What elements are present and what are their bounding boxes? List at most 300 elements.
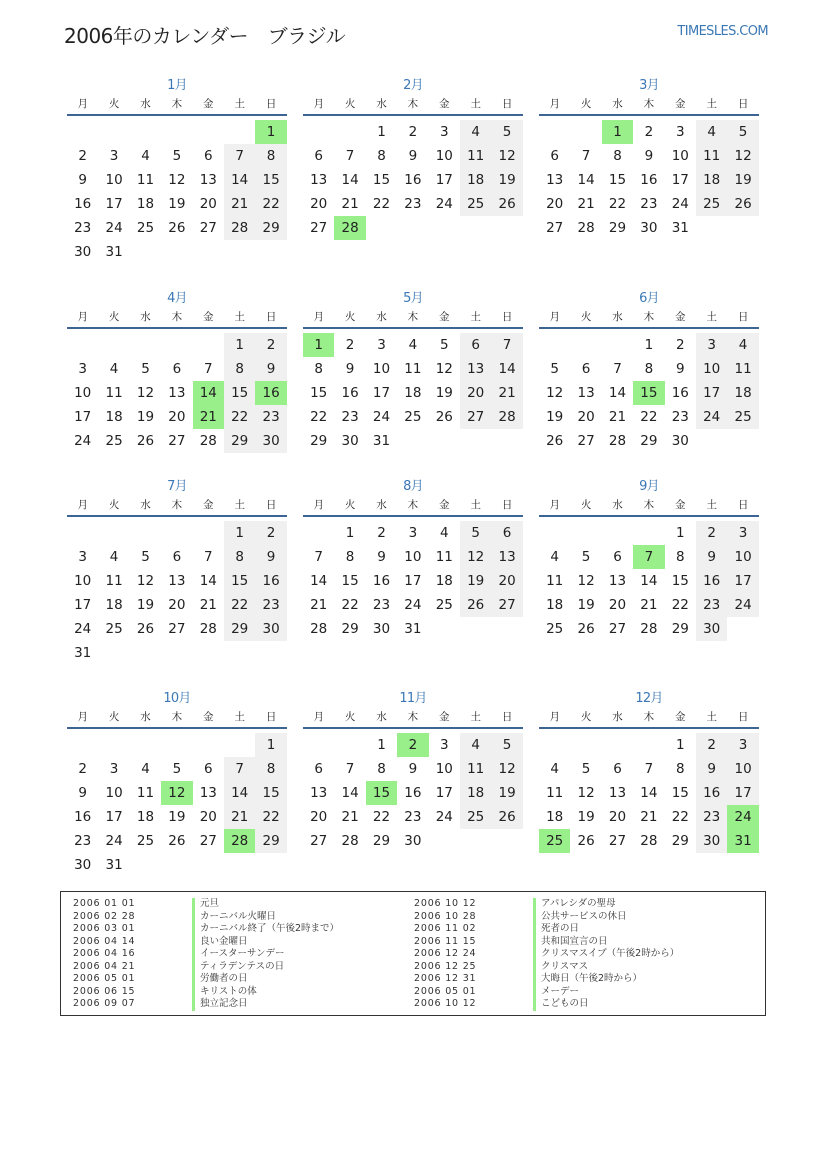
day-cell: 23 [74,833,92,849]
day-cell: 13 [608,573,627,589]
day-cell: 4 [109,361,119,377]
month-divider [539,114,759,116]
day-cell: 11 [105,573,123,589]
day-cell: 29 [224,429,255,453]
weekday-label: 木 [643,311,655,323]
day-cell: 2 [78,761,87,777]
day-cell: 10 [404,549,422,565]
day-cell: 13 [199,785,217,801]
page-title: 2006年のカレンダー ブラジル [64,24,346,48]
day-cell: 3 [408,525,418,541]
day-cell: 1 [675,525,685,541]
day-cell: 24 [74,433,92,449]
day-cell: 19 [577,809,595,825]
day-cell: 16 [696,781,727,805]
day-cell: 25 [136,220,155,236]
day-cell: 9 [255,357,286,381]
day-cell: 22 [341,597,359,613]
day-cell: 28 [608,433,627,449]
day-cell: 18 [460,168,491,192]
month-name: 3月 [639,78,659,93]
weekday-label: 金 [675,711,686,723]
weekday-label: 火 [108,499,120,511]
day-cell: 12 [435,361,453,377]
holiday-date: 2006 05 01 [414,985,477,997]
day-cell: 28 [640,621,658,637]
weekday-label: 水 [376,499,387,511]
day-cell: 12 [491,144,522,168]
day-cell: 28 [224,216,255,240]
day-cell: 10 [727,757,758,781]
day-cell: 9 [644,148,654,164]
month-name: 1月 [167,78,187,93]
day-cell: 26 [460,593,491,617]
day-cell: 23 [671,409,689,425]
day-cell: 11 [546,785,564,801]
day-cell: 23 [255,593,286,617]
day-cell: 2 [696,733,727,757]
day-cell: 4 [408,337,418,353]
day-cell: 27 [199,220,217,236]
weekday-label: 木 [643,98,655,110]
month-5 [303,287,523,487]
weekday-label: 木 [407,311,419,323]
day-cell: 23 [255,405,286,429]
day-cell: 14 [310,573,328,589]
day-cell: 15 [224,569,255,593]
day-cell: 18 [460,781,491,805]
weekday-label: 土 [706,311,717,323]
day-cell: 23 [696,805,727,829]
day-cell: 22 [255,192,286,216]
day-cell: 31 [372,433,391,449]
day-cell: 5 [172,148,182,164]
month-4 [67,287,287,487]
day-cell: 29 [671,833,689,849]
weekday-label: 月 [549,98,560,110]
day-cell: 25 [546,621,564,637]
weekday-label: 月 [313,711,324,723]
day-cell: 27 [546,220,564,236]
day-cell: 16 [640,172,658,188]
day-cell: 6 [460,333,491,357]
month-divider [67,515,287,517]
day-cell: 17 [696,381,727,405]
day-cell: 6 [314,148,323,164]
day-cell: 18 [404,385,422,401]
day-cell: 19 [546,409,564,425]
day-cell: 27 [491,593,522,617]
holiday-date: 2006 12 25 [414,960,477,972]
month-8 [303,475,523,675]
month-divider [539,327,759,329]
day-cell: 3 [439,737,449,753]
day-cell: 15 [224,381,255,405]
month-12 [539,687,759,887]
day-cell: 7 [224,144,255,168]
day-cell: 8 [613,148,622,164]
day-cell: 19 [491,168,522,192]
month-divider [303,515,523,517]
day-cell: 10 [105,172,123,188]
month-divider [303,727,523,729]
day-cell: 25 [460,805,491,829]
day-cell: 5 [491,733,522,757]
day-cell: 14 [224,168,255,192]
weekday-label: 土 [470,499,481,511]
weekday-label: 水 [376,98,387,110]
holiday-day-cell: 1 [303,333,334,357]
day-cell: 3 [109,148,119,164]
weekday-label: 土 [234,711,245,723]
day-cell: 12 [577,573,595,589]
holiday-date: 2006 04 16 [73,948,136,959]
day-cell: 30 [372,621,391,637]
day-cell: 5 [141,549,150,565]
day-cell: 17 [74,597,92,613]
holiday-date: 2006 05 01 [73,973,136,984]
weekday-label: 土 [470,311,481,323]
day-cell: 8 [255,144,286,168]
day-cell: 6 [550,148,559,164]
day-cell: 2 [377,525,386,541]
day-cell: 2 [675,337,685,353]
month-name: 10月 [163,691,191,706]
weekday-label: 金 [439,499,450,511]
day-cell: 3 [109,761,119,777]
day-cell: 14 [640,573,658,589]
weekday-label: 月 [77,311,88,323]
day-cell: 20 [460,381,491,405]
day-cell: 10 [105,785,123,801]
month-10 [67,687,287,887]
day-cell: 10 [74,573,92,589]
weekday-label: 日 [265,98,277,110]
day-cell: 16 [404,785,422,801]
day-cell: 15 [255,781,286,805]
day-cell: 1 [675,737,685,753]
weekday-label: 土 [706,711,717,723]
day-cell: 17 [105,196,123,212]
day-cell: 9 [78,785,87,801]
weekday-label: 火 [108,711,120,723]
holiday-date: 2006 10 28 [414,910,477,922]
day-cell: 3 [439,124,449,140]
holiday-name: メーデー [533,986,579,999]
month-name: 4月 [167,291,187,306]
day-cell: 25 [696,192,727,216]
day-cell: 24 [105,833,123,849]
day-cell: 23 [696,593,727,617]
day-cell: 8 [377,761,386,777]
day-cell: 8 [377,148,386,164]
day-cell: 25 [727,405,758,429]
weekday-label: 月 [313,311,324,323]
day-cell: 24 [74,621,92,637]
day-cell: 30 [640,220,658,236]
weekday-label: 火 [344,311,356,323]
weekday-label: 土 [234,311,245,323]
weekday-label: 土 [470,711,481,723]
weekday-label: 日 [501,499,513,511]
day-cell: 15 [608,172,627,188]
weekday-label: 火 [580,499,592,511]
day-cell: 20 [546,196,564,212]
day-cell: 6 [491,521,522,545]
day-cell: 30 [74,857,92,873]
day-cell: 7 [345,761,355,777]
day-cell: 1 [644,337,654,353]
weekday-label: 月 [549,311,560,323]
day-cell: 20 [608,809,627,825]
weekday-label: 火 [108,98,120,110]
day-cell: 26 [546,433,564,449]
day-cell: 15 [310,385,328,401]
day-cell: 5 [727,120,758,144]
day-cell: 8 [314,361,323,377]
day-cell: 6 [172,549,182,565]
day-cell: 20 [199,809,217,825]
holiday-date: 2006 03 01 [73,923,136,934]
weekday-label: 木 [171,311,183,323]
day-cell: 17 [727,569,758,593]
day-cell: 23 [640,196,658,212]
day-cell: 28 [199,433,217,449]
weekday-label: 水 [612,499,623,511]
day-cell: 25 [404,409,422,425]
day-cell: 18 [546,597,564,613]
day-cell: 22 [372,809,391,825]
day-cell: 14 [491,357,522,381]
month-name: 5月 [403,291,423,306]
holiday-name: キリストの体 [192,986,257,999]
day-cell: 6 [203,761,213,777]
day-cell: 15 [255,168,286,192]
holiday-date: 2006 10 12 [414,898,477,909]
day-cell: 13 [310,172,328,188]
weekday-label: 木 [407,98,419,110]
weekday-label: 水 [140,311,151,323]
day-cell: 11 [404,361,422,377]
weekday-label: 金 [439,98,450,110]
day-cell: 2 [78,148,87,164]
day-cell: 29 [341,621,359,637]
day-cell: 3 [696,333,727,357]
day-cell: 19 [136,597,155,613]
weekday-label: 火 [580,711,592,723]
day-cell: 11 [546,573,564,589]
day-cell: 30 [74,244,92,260]
day-cell: 20 [310,809,328,825]
weekday-label: 木 [171,711,183,723]
weekday-label: 土 [706,499,717,511]
weekday-label: 月 [549,711,560,723]
weekday-label: 日 [265,711,277,723]
day-cell: 17 [74,409,92,425]
day-cell: 5 [550,361,559,377]
day-cell: 1 [377,124,386,140]
weekday-label: 金 [675,98,686,110]
day-cell: 21 [224,192,255,216]
day-cell: 13 [491,545,522,569]
day-cell: 3 [78,549,87,565]
day-cell: 3 [727,733,758,757]
day-cell: 17 [435,785,453,801]
weekday-label: 月 [77,499,88,511]
day-cell: 13 [168,573,186,589]
holiday-name: 大晦日（午後2時から） [533,973,642,986]
holiday-date: 2006 12 31 [414,973,477,984]
day-cell: 21 [640,597,658,613]
day-cell: 26 [136,433,155,449]
day-cell: 12 [136,573,155,589]
day-cell: 3 [78,361,87,377]
day-cell: 7 [203,361,213,377]
day-cell: 11 [727,357,758,381]
holiday-name: ティラデンテスの日 [192,961,284,974]
day-cell: 7 [644,761,654,777]
day-cell: 30 [696,829,727,853]
holiday-day-cell: 16 [255,381,286,405]
day-cell: 18 [105,409,123,425]
holiday-name: 良い金曜日 [192,936,248,949]
weekday-label: 土 [706,98,717,110]
day-cell: 5 [439,337,449,353]
day-cell: 16 [341,385,359,401]
month-divider [539,727,759,729]
day-cell: 20 [168,409,186,425]
weekday-label: 火 [580,98,592,110]
day-cell: 17 [404,573,422,589]
day-cell: 19 [168,809,186,825]
day-cell: 1 [224,333,255,357]
weekday-label: 土 [234,499,245,511]
day-cell: 16 [74,809,92,825]
day-cell: 22 [310,409,328,425]
day-cell: 19 [577,597,595,613]
day-cell: 27 [460,405,491,429]
weekday-label: 木 [407,711,419,723]
day-cell: 11 [460,757,491,781]
day-cell: 29 [372,833,391,849]
day-cell: 31 [105,244,123,260]
weekday-label: 金 [439,311,450,323]
day-cell: 19 [168,196,186,212]
day-cell: 9 [696,757,727,781]
day-cell: 9 [408,148,418,164]
day-cell: 13 [460,357,491,381]
day-cell: 7 [224,757,255,781]
weekday-label: 日 [737,711,749,723]
day-cell: 5 [172,761,182,777]
holiday-day-cell: 31 [727,829,758,853]
weekday-label: 木 [643,711,655,723]
day-cell: 25 [105,621,123,637]
day-cell: 22 [640,409,658,425]
month-name: 12月 [635,691,663,706]
month-name: 6月 [639,291,659,306]
day-cell: 28 [310,621,328,637]
day-cell: 28 [491,405,522,429]
day-cell: 17 [671,172,689,188]
day-cell: 10 [435,761,453,777]
day-cell: 21 [310,597,328,613]
day-cell: 9 [255,545,286,569]
weekday-label: 日 [501,711,513,723]
site-logo[interactable]: TIMESLES.COM [677,24,768,39]
day-cell: 31 [671,220,689,236]
holiday-date: 2006 06 15 [73,985,136,997]
day-cell: 16 [255,569,286,593]
day-cell: 10 [74,385,92,401]
day-cell: 17 [372,385,391,401]
day-cell: 26 [491,805,522,829]
day-cell: 13 [168,385,186,401]
day-cell: 3 [727,521,758,545]
day-cell: 8 [224,545,255,569]
day-cell: 8 [675,761,685,777]
holiday-name: 労働者の日 [192,973,248,986]
weekday-label: 日 [265,499,277,511]
holiday-day-cell: 28 [224,829,255,853]
month-divider [67,727,287,729]
day-cell: 15 [671,785,689,801]
weekday-label: 火 [344,98,356,110]
holiday-date: 2006 11 02 [414,923,477,934]
day-cell: 10 [671,148,689,164]
day-cell: 30 [696,617,727,641]
day-cell: 2 [255,333,286,357]
day-cell: 20 [608,597,627,613]
day-cell: 8 [255,757,286,781]
weekday-label: 金 [675,499,686,511]
weekday-label: 金 [675,311,686,323]
day-cell: 9 [345,361,355,377]
month-name: 2月 [403,78,423,93]
holiday-name: こどもの日 [533,998,589,1011]
day-cell: 19 [727,168,758,192]
day-cell: 22 [224,405,255,429]
day-cell: 14 [577,172,595,188]
day-cell: 6 [581,361,591,377]
day-cell: 28 [341,833,359,849]
day-cell: 8 [644,361,654,377]
day-cell: 23 [74,220,92,236]
day-cell: 23 [372,597,391,613]
day-cell: 7 [314,549,323,565]
weekday-label: 火 [580,311,592,323]
day-cell: 2 [255,521,286,545]
day-cell: 14 [608,385,627,401]
day-cell: 14 [640,785,658,801]
day-cell: 5 [460,521,491,545]
day-cell: 11 [460,144,491,168]
day-cell: 3 [675,124,685,140]
weekday-label: 木 [171,499,183,511]
day-cell: 7 [345,148,355,164]
day-cell: 4 [727,333,758,357]
day-cell: 31 [105,857,123,873]
weekday-label: 木 [171,98,183,110]
day-cell: 18 [727,381,758,405]
holiday-day-cell: 12 [161,781,192,805]
weekday-label: 金 [203,711,214,723]
day-cell: 18 [136,196,155,212]
holiday-date: 2006 01 01 [73,898,136,909]
day-cell: 4 [550,761,559,777]
day-cell: 11 [696,144,727,168]
holiday-date: 2006 09 07 [73,998,136,1009]
